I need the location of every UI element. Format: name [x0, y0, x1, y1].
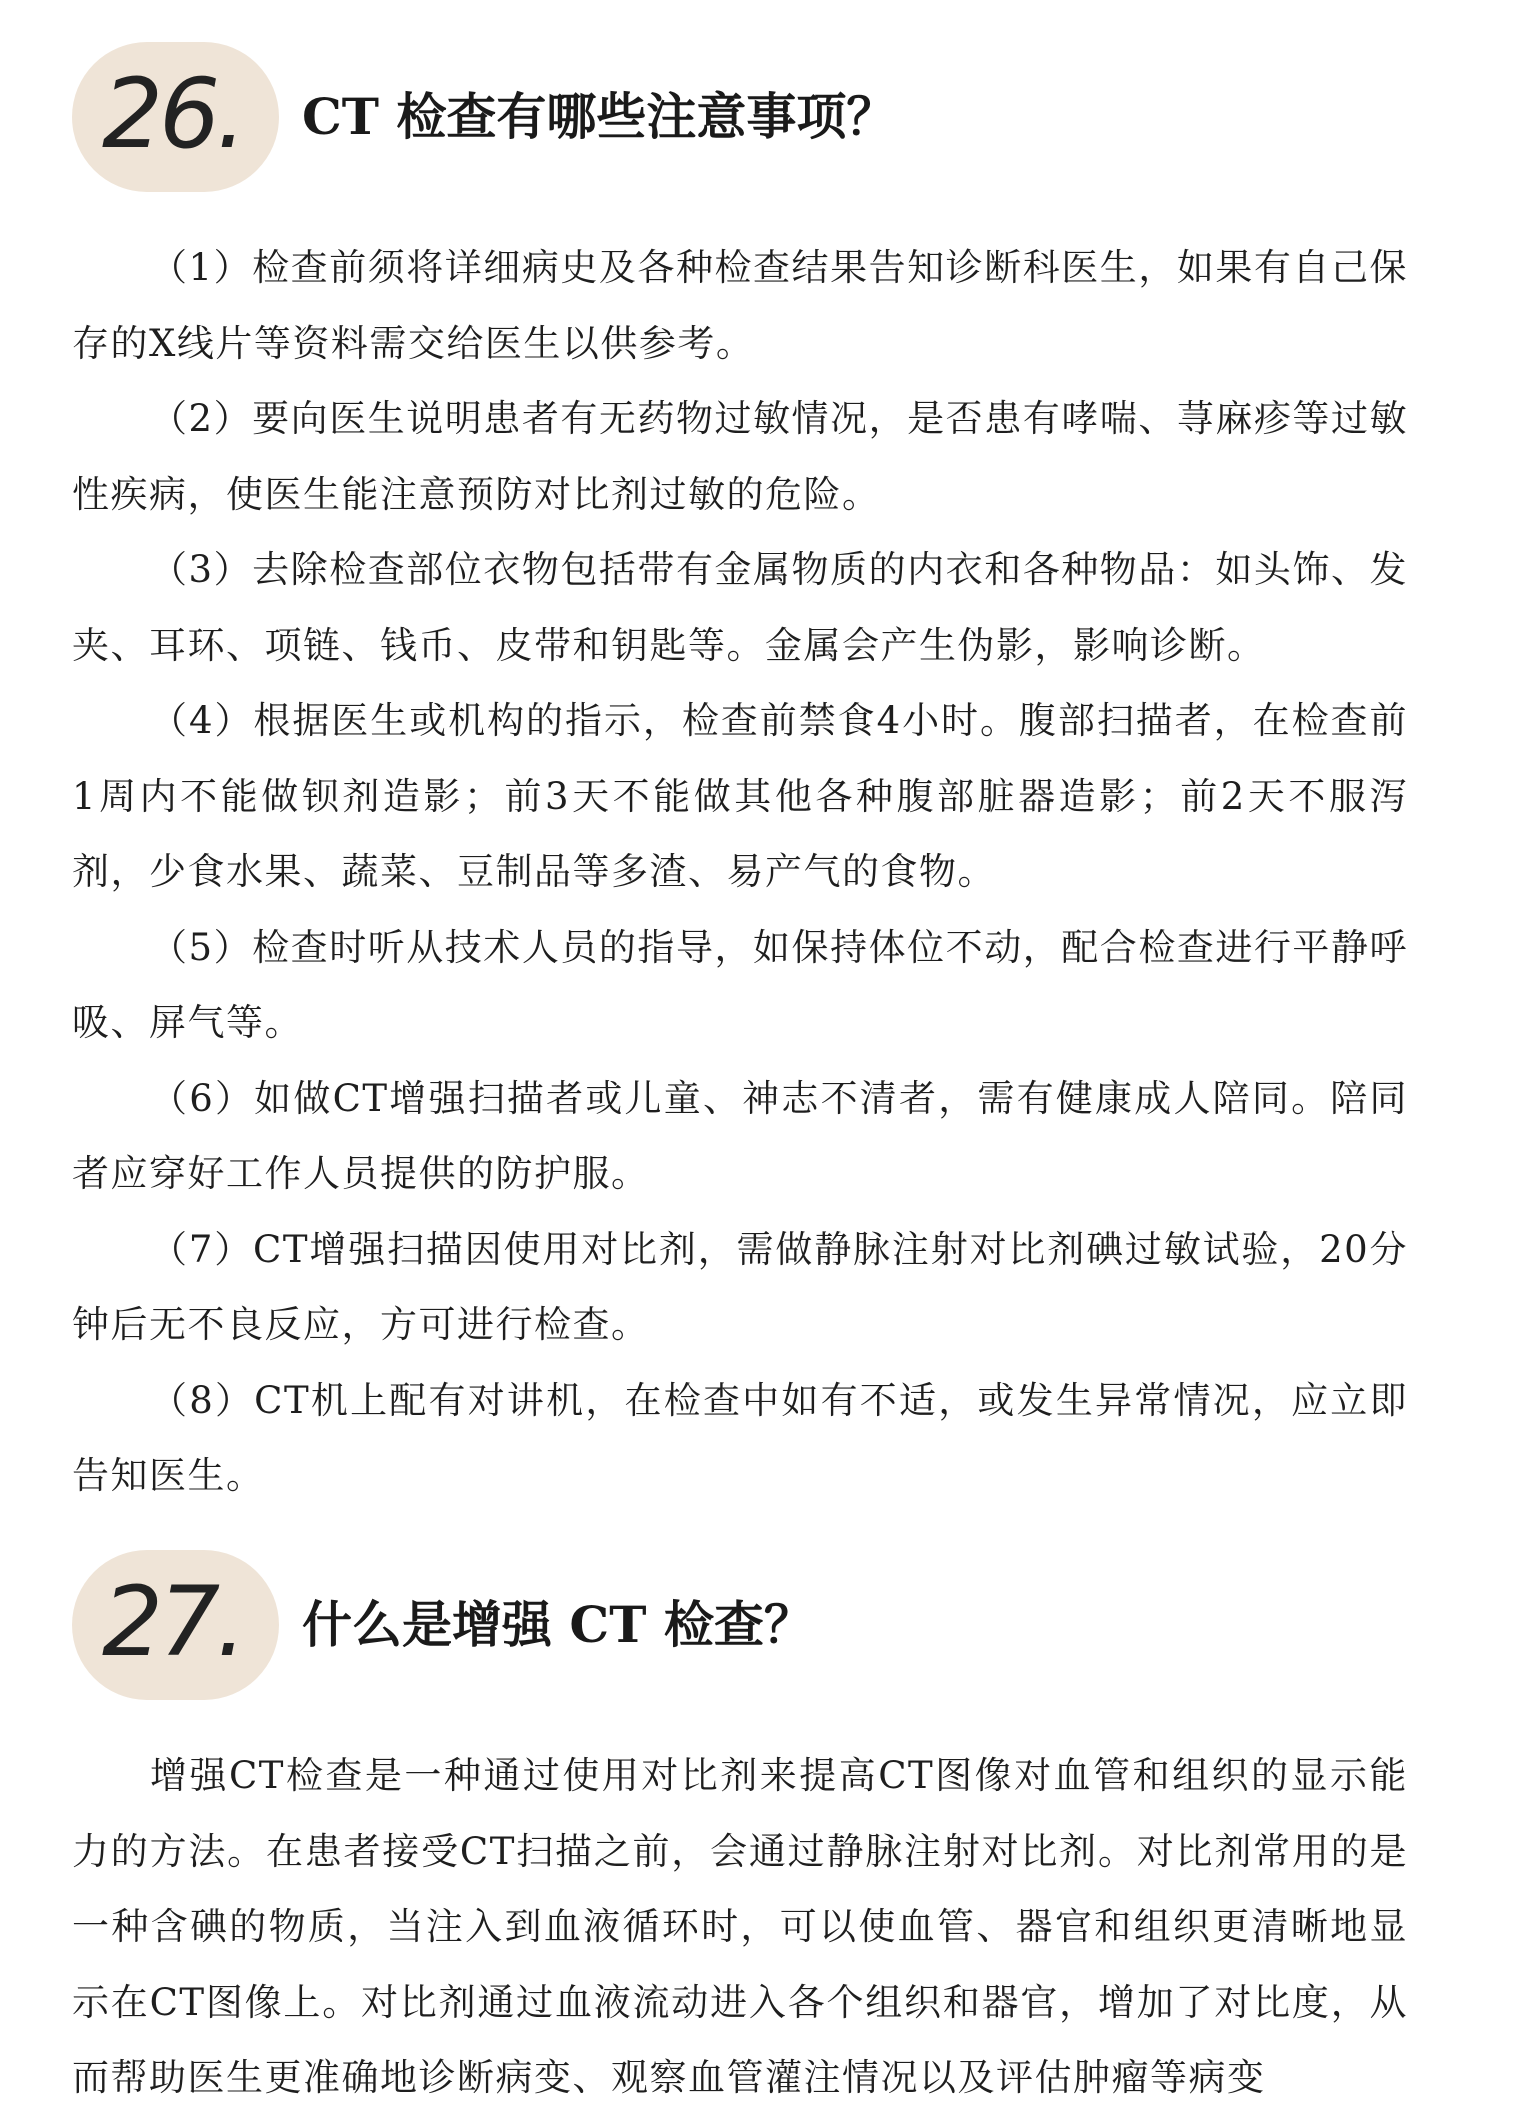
section-title: CT 检查有哪些注意事项？ — [302, 87, 897, 146]
section-26-body — [72, 230, 1408, 1514]
section-27-heading — [72, 1550, 1472, 1700]
paragraph: （4）根据医生或机构的指示，检查前禁食4小时。腹部扫描者，在检查前1周内不能做钡剂造影；前3天不能做其他各种腹部脏器造影；前2天不服泻剂，少食水果、蔬菜、豆制品等多渣、易产气的食物。 — [72, 699, 1408, 893]
paragraph: （2）要向医生说明患者有无药物过敏情况，是否患有哮喘、荨麻疹等过敏性疾病，使医生能注意预防对比剂过敏的危险。 — [72, 397, 1408, 516]
section-number: 27. — [102, 1566, 243, 1678]
section-number-badge — [72, 1550, 279, 1700]
paragraph: 增强CT检查是一种通过使用对比剂来提高CT图像对血管和组织的显示能力的方法。在患者接受CT扫描之前，会通过静脉注射对比剂。对比剂常用的是一种含碘的物质，当注入到血液循环时，可以使血管、器官和组织更清晰地显示在CT图像上。对比剂通过血液流动进入各个组织和器官，增加了对比度，从而帮助医生更准确地诊断病变、观察血管灌注情况以及评估肿瘤等病变 — [72, 1754, 1408, 2099]
paragraph: （5）检查时听从技术人员的指导，如保持体位不动，配合检查进行平静呼吸、屏气等。 — [72, 925, 1408, 1044]
section-title: 什么是增强 CT 检查？ — [302, 1595, 814, 1654]
paragraph: （7）CT增强扫描因使用对比剂，需做静脉注射对比剂碘过敏试验，20分钟后无不良反应，方可进行检查。 — [72, 1227, 1408, 1346]
paragraph: （1）检查前须将详细病史及各种检查结果告知诊断科医生，如果有自己保存的X线片等资料需交给医生以供参考。 — [72, 246, 1408, 365]
paragraph: （3）去除检查部位衣物包括带有金属物质的内衣和各种物品：如头饰、发夹、耳环、项链、钱币、皮带和钥匙等。金属会产生伪影，影响诊断。 — [72, 548, 1408, 667]
section-number-badge — [72, 42, 279, 192]
section-27-body — [72, 1738, 1408, 2116]
paragraph: （6）如做CT增强扫描者或儿童、神志不清者，需有健康成人陪同。陪同者应穿好工作人员提供的防护服。 — [72, 1076, 1408, 1195]
section-number: 26. — [102, 58, 243, 170]
section-26-heading — [72, 42, 1472, 192]
paragraph: （8）CT机上配有对讲机，在检查中如有不适，或发生异常情况，应立即告知医生。 — [72, 1378, 1408, 1497]
